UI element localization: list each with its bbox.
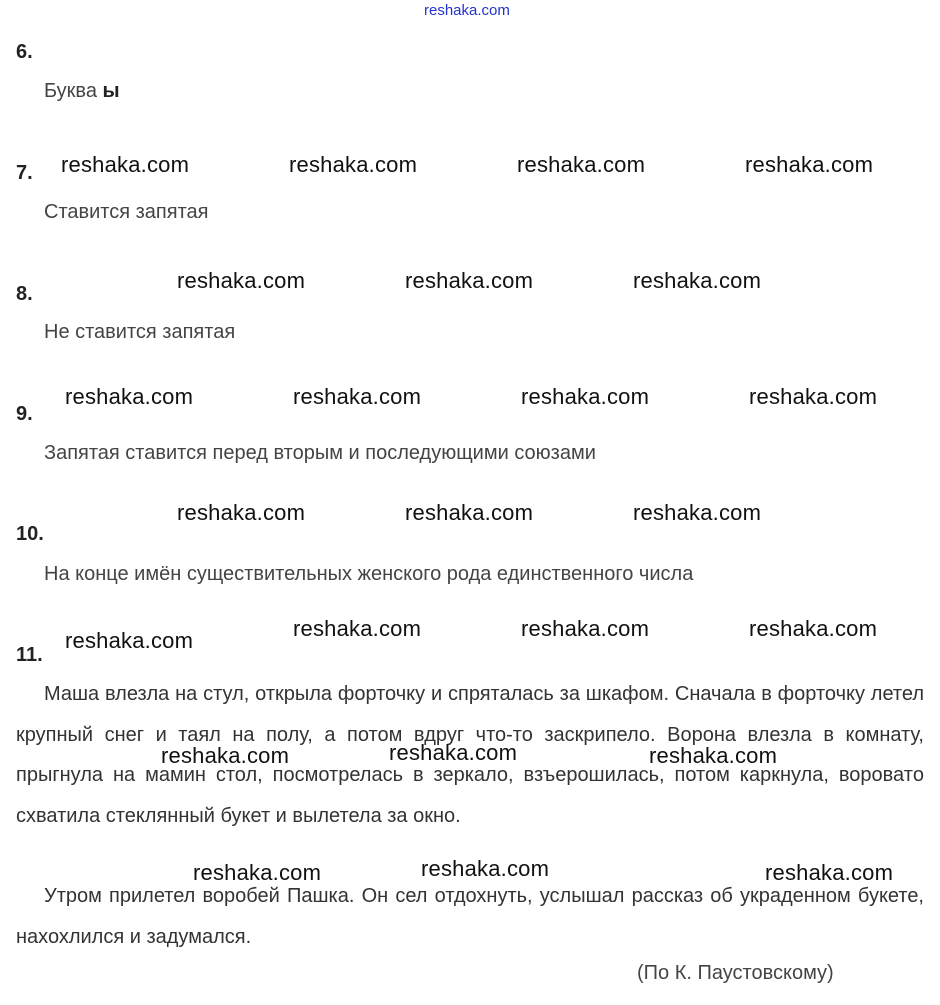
watermark: reshaka.com <box>749 384 878 409</box>
watermark: reshaka.com <box>649 743 778 768</box>
watermark: reshaka.com <box>521 384 650 409</box>
passage-credit: (По К. Паустовскому) <box>637 962 834 984</box>
watermark: reshaka.com <box>177 500 306 525</box>
passage-paragraph-2 <box>16 876 924 957</box>
watermark: reshaka.com <box>293 384 422 409</box>
watermark: reshaka.com <box>633 500 762 525</box>
watermark: reshaka.com <box>193 860 322 885</box>
watermark: reshaka.com <box>749 616 878 641</box>
watermark: reshaka.com <box>289 152 418 177</box>
watermark: reshaka.com <box>65 384 194 409</box>
watermark: reshaka.com <box>633 268 762 293</box>
watermark: reshaka.com <box>161 743 290 768</box>
watermark: reshaka.com <box>177 268 306 293</box>
watermark: reshaka.com <box>389 740 518 765</box>
item-number-8: 8. <box>16 283 33 305</box>
watermark: reshaka.com <box>61 152 190 177</box>
watermark: reshaka.com <box>521 616 650 641</box>
item-number-9: 9. <box>16 403 33 425</box>
watermark: reshaka.com <box>405 268 534 293</box>
watermark: reshaka.com <box>765 860 894 885</box>
passage-paragraph-1-text: Маша влезла на стул, открыла форточку и спряталась за шкафом. Сначала в форточку летел крупный снег и таял на полу, а потом вдруг что-то заскрипело. Ворона влезла в комнату, прыгнула на мамин стол, посмотрелась в зеркало, взъерошилась, потом каркнула, вороватo схватила стеклянный букет и вылетела за окно. <box>16 683 924 827</box>
passage-paragraph-2-text: Утром прилетел воробей Пашка. Он сел отдохнуть, услышал рассказ об украденном букете, нахохлился и задумался. <box>16 885 924 948</box>
item-answer-7: Ставится запятая <box>44 201 209 223</box>
header-watermark: reshaka.com <box>424 2 510 19</box>
item-answer-10: На конце имён существительных женского рода единственного числа <box>44 563 694 585</box>
watermark: reshaka.com <box>293 616 422 641</box>
item-number-10: 10. <box>16 523 44 545</box>
watermark: reshaka.com <box>745 152 874 177</box>
item-number-7: 7. <box>16 162 33 184</box>
item-answer-6-text: Буква <box>44 80 103 102</box>
item-answer-8: Не ставится запятая <box>44 321 236 343</box>
watermark: reshaka.com <box>421 856 550 881</box>
watermark: reshaka.com <box>65 628 194 653</box>
item-answer-9: Запятая ставится перед вторым и последующими союзами <box>44 442 596 464</box>
item-answer-6 <box>44 80 120 103</box>
item-number-11: 11. <box>16 644 43 666</box>
item-answer-6-letter: ы <box>102 80 120 102</box>
watermark: reshaka.com <box>405 500 534 525</box>
item-number-6: 6. <box>16 41 33 63</box>
watermark: reshaka.com <box>517 152 646 177</box>
